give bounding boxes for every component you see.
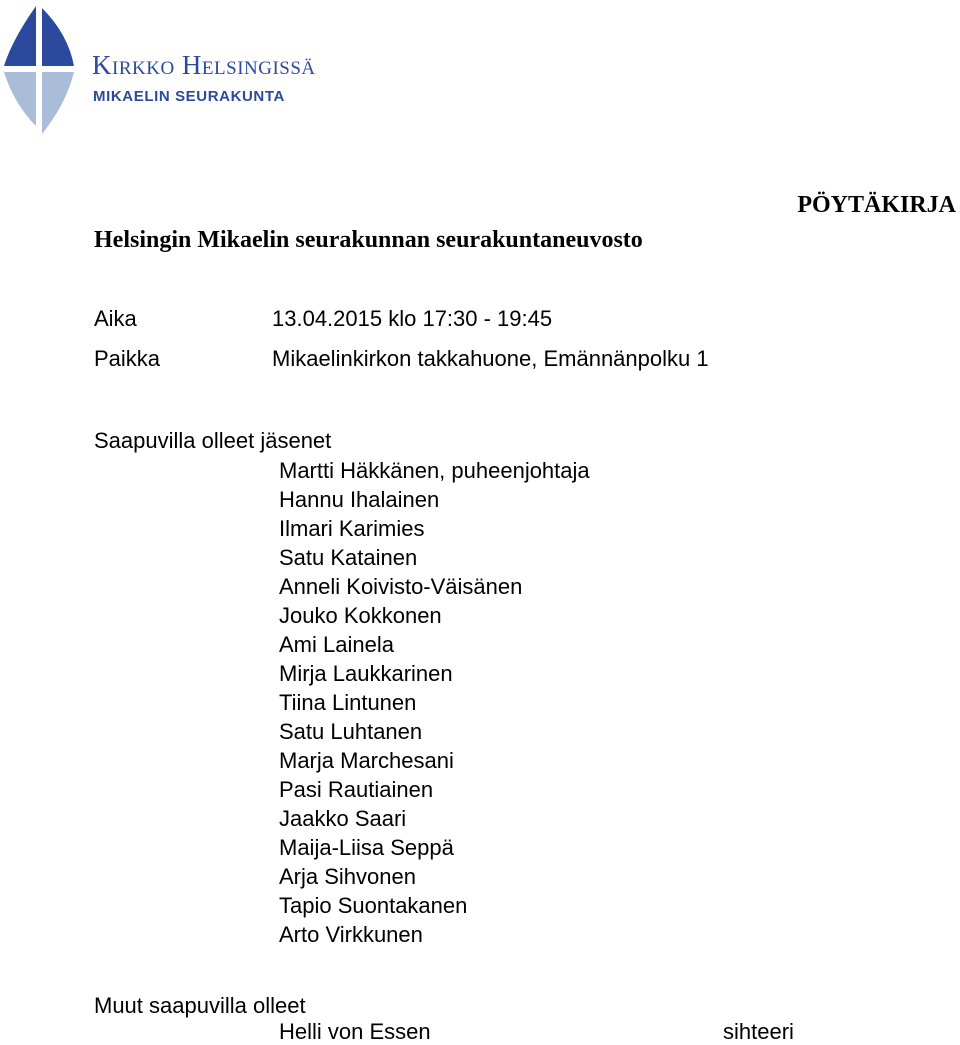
meeting-time-label: Aika bbox=[94, 306, 137, 331]
list-item: Mirja Laukkarinen bbox=[279, 661, 453, 686]
other-present-name: Helli von Essen bbox=[279, 1019, 431, 1044]
list-item: Tiina Lintunen bbox=[279, 690, 417, 715]
list-item: Jouko Kokkonen bbox=[279, 603, 442, 628]
list-item: Pasi Rautiainen bbox=[279, 777, 434, 802]
list-item: Hannu Ihalainen bbox=[279, 487, 440, 512]
list-item: Satu Luhtanen bbox=[279, 719, 423, 744]
present-members-list bbox=[279, 456, 590, 949]
list-item: Anneli Koivisto-Väisänen bbox=[279, 574, 523, 599]
other-present-label: Muut saapuvilla olleet bbox=[94, 993, 306, 1018]
meeting-time-value: 13.04.2015 klo 17:30 - 19:45 bbox=[272, 306, 553, 331]
list-item: Satu Katainen bbox=[279, 545, 418, 570]
list-item: Jaakko Saari bbox=[279, 806, 407, 831]
parish-logo bbox=[0, 0, 380, 140]
organization-name: Helsingin Mikaelin seurakunnan seurakuntaneuvosto bbox=[94, 227, 643, 253]
present-members-label: Saapuvilla olleet jäsenet bbox=[94, 428, 332, 453]
list-item: Arja Sihvonen bbox=[279, 864, 416, 889]
list-item: Martti Häkkänen, puheenjohtaja bbox=[279, 458, 590, 483]
other-present-role: sihteeri bbox=[723, 1019, 794, 1044]
logo-title: Kirkko Helsingissä bbox=[92, 50, 316, 80]
list-item: Arto Virkkunen bbox=[279, 922, 423, 947]
meeting-place-value: Mikaelinkirkon takkahuone, Emännänpolku 1 bbox=[272, 346, 709, 371]
list-item: Maija-Liisa Seppä bbox=[279, 835, 454, 860]
meeting-place-label: Paikka bbox=[94, 346, 161, 371]
other-present-row bbox=[279, 1019, 879, 1045]
logo-subtitle: MIKAELIN SEURAKUNTA bbox=[93, 88, 285, 105]
document-type: PÖYTÄKIRJA bbox=[797, 192, 956, 218]
list-item: Ilmari Karimies bbox=[279, 516, 425, 541]
cross-sail-logo-icon bbox=[2, 4, 76, 136]
list-item: Marja Marchesani bbox=[279, 748, 454, 773]
list-item: Ami Lainela bbox=[279, 632, 394, 657]
list-item: Tapio Suontakanen bbox=[279, 893, 468, 918]
